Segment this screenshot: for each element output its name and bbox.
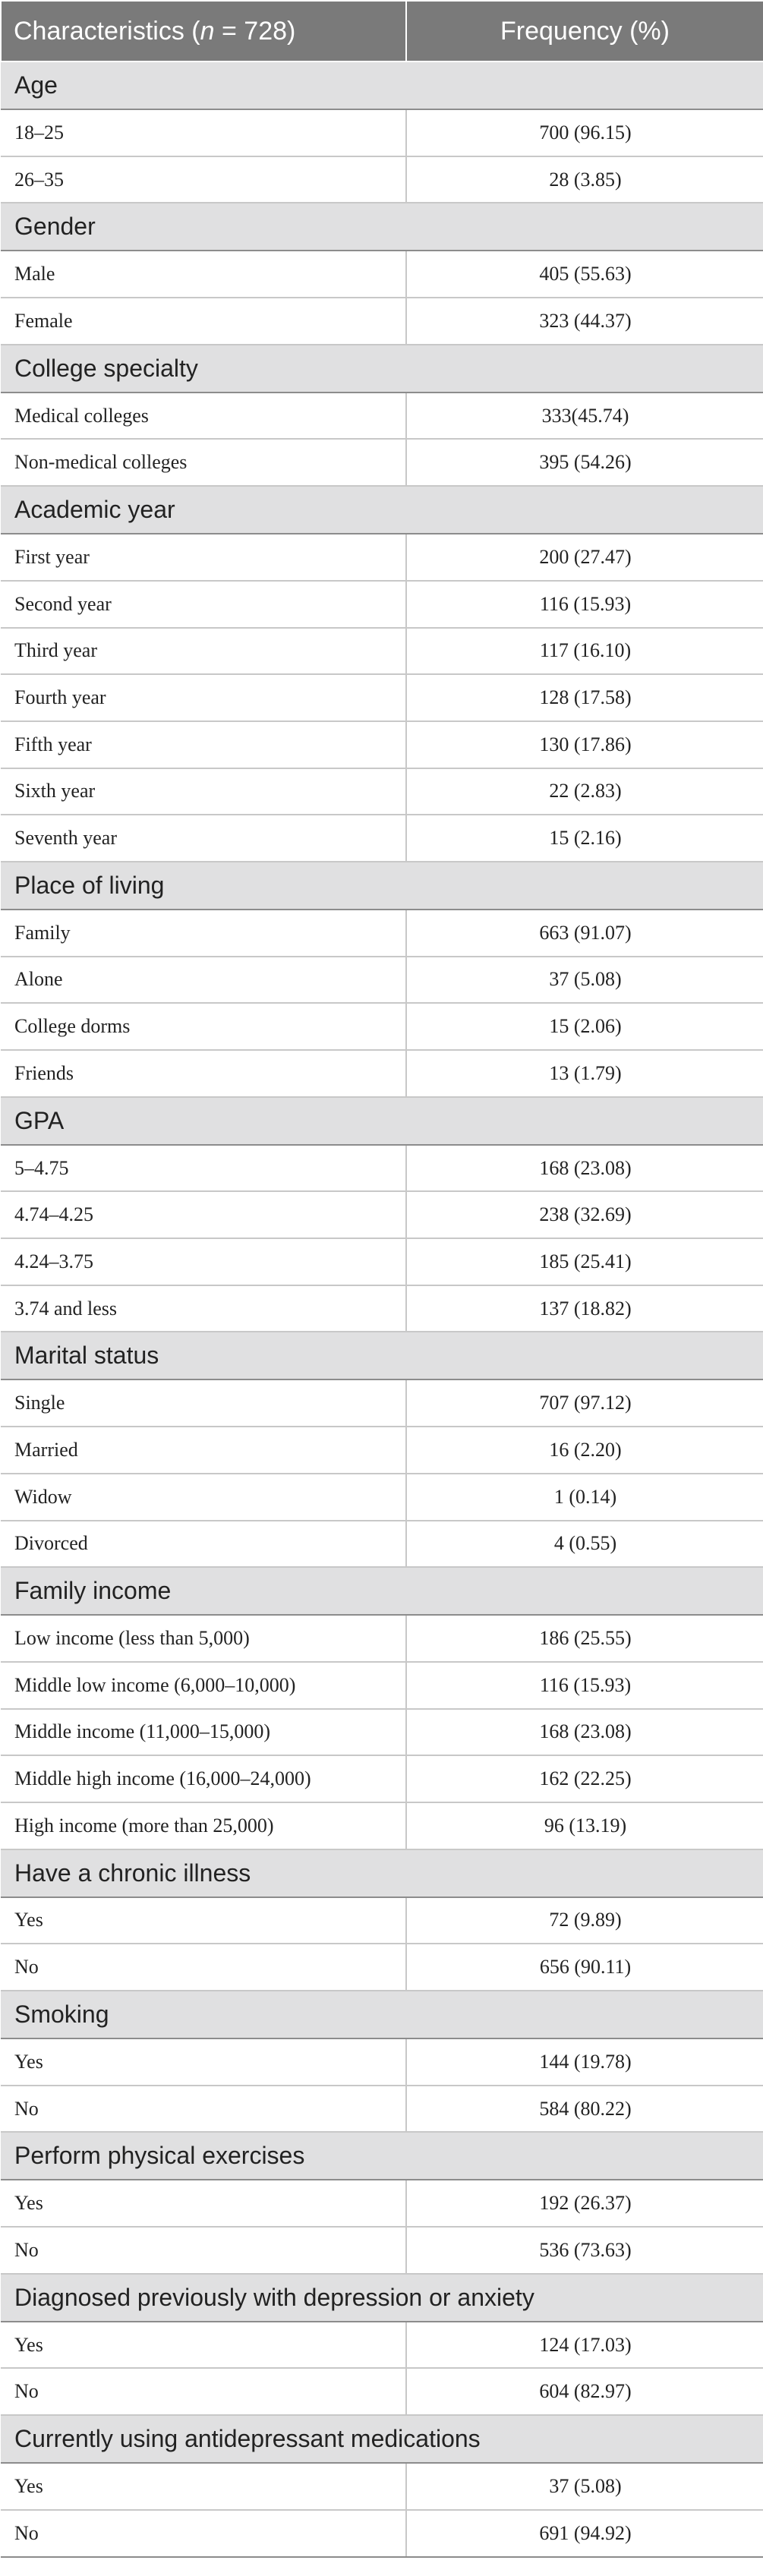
category-title: Family income bbox=[1, 1567, 763, 1615]
table-row bbox=[1, 1662, 763, 1709]
table-row bbox=[1, 2368, 763, 2415]
row-frequency: 192 (26.37) bbox=[406, 2180, 763, 2227]
category-row bbox=[1, 486, 763, 534]
table-row bbox=[1, 674, 763, 721]
table-row bbox=[1, 439, 763, 486]
table-row bbox=[1, 534, 763, 581]
row-label: No bbox=[1, 1944, 406, 1991]
row-frequency: 656 (90.11) bbox=[406, 1944, 763, 1991]
row-label: Seventh year bbox=[1, 815, 406, 862]
row-frequency: 323 (44.37) bbox=[406, 298, 763, 345]
category-row bbox=[1, 203, 763, 251]
header-n-symbol: n bbox=[200, 16, 215, 46]
table-header-row bbox=[1, 1, 763, 61]
row-frequency: 116 (15.93) bbox=[406, 1662, 763, 1709]
category-title: Have a chronic illness bbox=[1, 1849, 763, 1897]
row-label: Medical colleges bbox=[1, 393, 406, 440]
table-row bbox=[1, 2086, 763, 2133]
table-row bbox=[1, 109, 763, 156]
row-frequency: 128 (17.58) bbox=[406, 674, 763, 721]
row-frequency: 333(45.74) bbox=[406, 393, 763, 440]
table-row bbox=[1, 1944, 763, 1991]
row-frequency: 37 (5.08) bbox=[406, 2463, 763, 2510]
row-label: Yes bbox=[1, 2180, 406, 2227]
row-label: No bbox=[1, 2510, 406, 2557]
table-row bbox=[1, 815, 763, 862]
row-label: Female bbox=[1, 298, 406, 345]
row-frequency: 1 (0.14) bbox=[406, 1474, 763, 1521]
row-label: Friends bbox=[1, 1050, 406, 1097]
table-row bbox=[1, 581, 763, 628]
row-label: Family bbox=[1, 910, 406, 957]
category-title: GPA bbox=[1, 1097, 763, 1145]
category-title: Currently using antidepressant medications bbox=[1, 2415, 763, 2463]
table-row bbox=[1, 2322, 763, 2369]
row-label: Middle low income (6,000–10,000) bbox=[1, 1662, 406, 1709]
row-frequency: 13 (1.79) bbox=[406, 1050, 763, 1097]
table-row bbox=[1, 628, 763, 675]
row-frequency: 137 (18.82) bbox=[406, 1285, 763, 1332]
row-label: Male bbox=[1, 251, 406, 298]
row-frequency: 395 (54.26) bbox=[406, 439, 763, 486]
row-frequency: 700 (96.15) bbox=[406, 109, 763, 156]
table-row bbox=[1, 1521, 763, 1568]
row-frequency: 707 (97.12) bbox=[406, 1379, 763, 1427]
row-label: Yes bbox=[1, 1897, 406, 1944]
row-frequency: 663 (91.07) bbox=[406, 910, 763, 957]
row-frequency: 238 (32.69) bbox=[406, 1191, 763, 1238]
table-row bbox=[1, 2510, 763, 2557]
row-frequency: 691 (94.92) bbox=[406, 2510, 763, 2557]
category-title: Academic year bbox=[1, 486, 763, 534]
table-row bbox=[1, 1755, 763, 1802]
table-row bbox=[1, 1709, 763, 1756]
category-row bbox=[1, 345, 763, 393]
row-label: Sixth year bbox=[1, 768, 406, 815]
row-label: Single bbox=[1, 1379, 406, 1427]
table-row bbox=[1, 2180, 763, 2227]
table-row bbox=[1, 1238, 763, 1285]
row-frequency: 130 (17.86) bbox=[406, 721, 763, 768]
table-row bbox=[1, 957, 763, 1004]
row-frequency: 168 (23.08) bbox=[406, 1709, 763, 1756]
row-frequency: 168 (23.08) bbox=[406, 1145, 763, 1192]
row-frequency: 604 (82.97) bbox=[406, 2368, 763, 2415]
category-row bbox=[1, 1567, 763, 1615]
row-frequency: 37 (5.08) bbox=[406, 957, 763, 1004]
row-label: Divorced bbox=[1, 1521, 406, 1568]
row-label: First year bbox=[1, 534, 406, 581]
row-frequency: 28 (3.85) bbox=[406, 156, 763, 203]
table-row bbox=[1, 1003, 763, 1050]
category-row bbox=[1, 2415, 763, 2463]
row-frequency: 536 (73.63) bbox=[406, 2227, 763, 2274]
category-row bbox=[1, 862, 763, 910]
category-row bbox=[1, 2132, 763, 2180]
row-frequency: 15 (2.16) bbox=[406, 815, 763, 862]
row-frequency: 124 (17.03) bbox=[406, 2322, 763, 2369]
row-label: Married bbox=[1, 1427, 406, 1474]
header-frequency: Frequency (%) bbox=[406, 1, 763, 61]
table-row bbox=[1, 156, 763, 203]
row-frequency: 200 (27.47) bbox=[406, 534, 763, 581]
row-label: No bbox=[1, 2368, 406, 2415]
table-row bbox=[1, 2463, 763, 2510]
row-label: 3.74 and less bbox=[1, 1285, 406, 1332]
row-label: Yes bbox=[1, 2463, 406, 2510]
table-body bbox=[1, 61, 763, 2557]
row-label: Fourth year bbox=[1, 674, 406, 721]
row-label: Middle income (11,000–15,000) bbox=[1, 1709, 406, 1756]
row-frequency: 162 (22.25) bbox=[406, 1755, 763, 1802]
row-label: Yes bbox=[1, 2322, 406, 2369]
table-row bbox=[1, 768, 763, 815]
row-frequency: 22 (2.83) bbox=[406, 768, 763, 815]
table-row bbox=[1, 1802, 763, 1849]
category-row bbox=[1, 2274, 763, 2322]
category-title: Age bbox=[1, 61, 763, 109]
row-label: Low income (less than 5,000) bbox=[1, 1615, 406, 1662]
category-title: College specialty bbox=[1, 345, 763, 393]
table-row bbox=[1, 1427, 763, 1474]
row-label: Second year bbox=[1, 581, 406, 628]
table-row bbox=[1, 721, 763, 768]
category-title: Diagnosed previously with depression or anxiety bbox=[1, 2274, 763, 2322]
table-row bbox=[1, 1474, 763, 1521]
category-title: Smoking bbox=[1, 1991, 763, 2038]
header-characteristics-prefix: Characteristics ( bbox=[14, 16, 200, 46]
category-title: Place of living bbox=[1, 862, 763, 910]
row-label: High income (more than 25,000) bbox=[1, 1802, 406, 1849]
row-label: No bbox=[1, 2086, 406, 2133]
category-title: Marital status bbox=[1, 1332, 763, 1379]
row-frequency: 144 (19.78) bbox=[406, 2038, 763, 2086]
row-label: 5–4.75 bbox=[1, 1145, 406, 1192]
row-frequency: 116 (15.93) bbox=[406, 581, 763, 628]
table-row bbox=[1, 251, 763, 298]
table-row bbox=[1, 1050, 763, 1097]
row-frequency: 15 (2.06) bbox=[406, 1003, 763, 1050]
table-row bbox=[1, 2038, 763, 2086]
row-frequency: 16 (2.20) bbox=[406, 1427, 763, 1474]
row-label: Third year bbox=[1, 628, 406, 675]
row-label: Alone bbox=[1, 957, 406, 1004]
row-label: Fifth year bbox=[1, 721, 406, 768]
table-row bbox=[1, 298, 763, 345]
table-row bbox=[1, 1379, 763, 1427]
row-label: Yes bbox=[1, 2038, 406, 2086]
table-row bbox=[1, 1285, 763, 1332]
row-frequency: 4 (0.55) bbox=[406, 1521, 763, 1568]
row-label: 4.74–4.25 bbox=[1, 1191, 406, 1238]
row-label: Middle high income (16,000–24,000) bbox=[1, 1755, 406, 1802]
row-label: 26–35 bbox=[1, 156, 406, 203]
table-row bbox=[1, 1615, 763, 1662]
category-row bbox=[1, 61, 763, 109]
category-row bbox=[1, 1849, 763, 1897]
table-row bbox=[1, 1897, 763, 1944]
table-row bbox=[1, 1145, 763, 1192]
row-frequency: 117 (16.10) bbox=[406, 628, 763, 675]
table-row bbox=[1, 1191, 763, 1238]
category-row bbox=[1, 1332, 763, 1379]
table-row bbox=[1, 910, 763, 957]
row-frequency: 186 (25.55) bbox=[406, 1615, 763, 1662]
row-frequency: 185 (25.41) bbox=[406, 1238, 763, 1285]
row-label: College dorms bbox=[1, 1003, 406, 1050]
row-frequency: 96 (13.19) bbox=[406, 1802, 763, 1849]
table-row bbox=[1, 2227, 763, 2274]
category-title: Perform physical exercises bbox=[1, 2132, 763, 2180]
category-row bbox=[1, 1097, 763, 1145]
row-frequency: 405 (55.63) bbox=[406, 251, 763, 298]
row-label: 18–25 bbox=[1, 109, 406, 156]
table-row bbox=[1, 393, 763, 440]
row-label: Widow bbox=[1, 1474, 406, 1521]
header-characteristics-suffix: = 728) bbox=[214, 16, 296, 46]
row-label: 4.24–3.75 bbox=[1, 1238, 406, 1285]
row-label: Non-medical colleges bbox=[1, 439, 406, 486]
category-title: Gender bbox=[1, 203, 763, 251]
row-label: No bbox=[1, 2227, 406, 2274]
row-frequency: 72 (9.89) bbox=[406, 1897, 763, 1944]
header-characteristics bbox=[1, 1, 406, 61]
category-row bbox=[1, 1991, 763, 2038]
row-frequency: 584 (80.22) bbox=[406, 2086, 763, 2133]
